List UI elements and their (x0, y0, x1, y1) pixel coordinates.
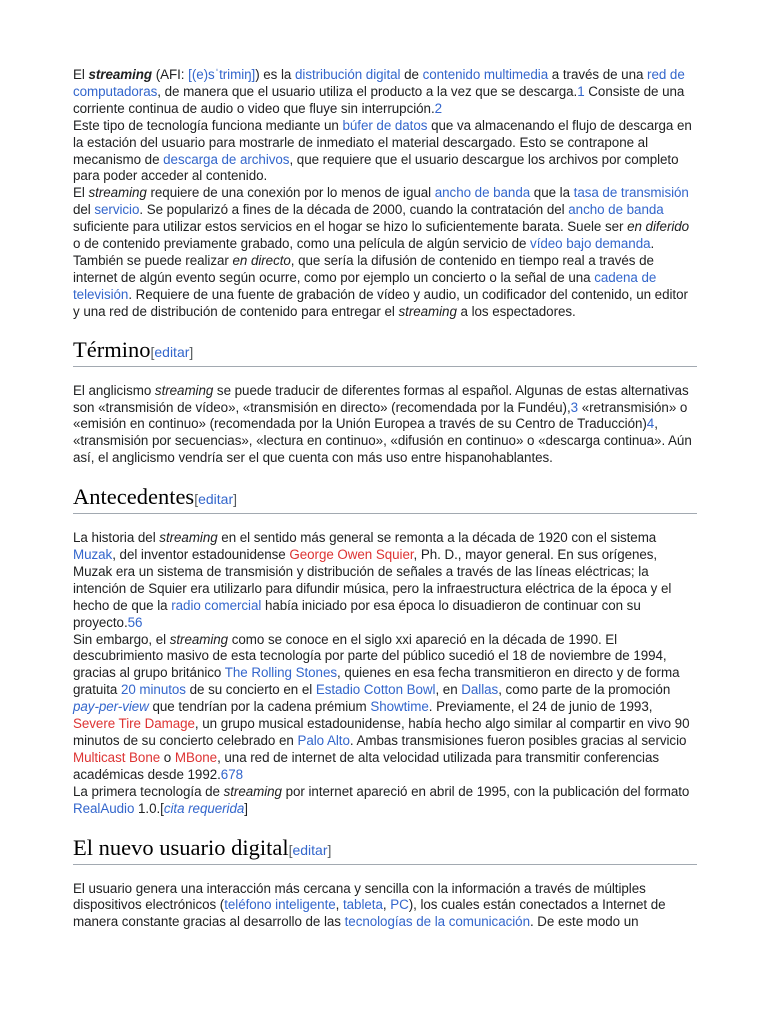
text: por internet apareció en abril de 1995, con la publicación del formato (281, 783, 690, 799)
link-ancho-de-banda[interactable]: ancho de banda (434, 185, 531, 201)
text: a los espectadores. (456, 303, 576, 319)
text: , Ph. D., mayor general. En sus orígenes, Muzak era un sistema de transmisión y distribución de señales a través de las líneas eléctricas; la intención de Squier era utilizarlo para difundir música, pero la infraestructura eléctrica de la época y el hecho de que la (73, 547, 672, 613)
text: . Requiere de una fuente de grabación de vídeo y audio, un codificador del contenido, un editor y una red de distribución de contenido para entregar el (73, 286, 688, 319)
reference-1[interactable]: 1 (577, 83, 585, 99)
text: , como parte de la promoción (498, 682, 671, 698)
text: La historia del (73, 530, 160, 546)
link-pay-per-view[interactable] (73, 699, 149, 714)
text: «retransmisión» o «emisión en continuo» (recomendada por la Unión Europea a través de su Centro de Traducción) (73, 399, 688, 432)
text: Este tipo de tecnología funciona mediante un (73, 117, 343, 133)
paragraph (73, 881, 697, 932)
section-heading (73, 835, 697, 865)
link-bufer-de-datos[interactable]: búfer de datos (342, 117, 428, 133)
link-pc[interactable]: PC (390, 897, 409, 913)
term-streaming: streaming (398, 303, 457, 319)
link-radio-comercial[interactable]: radio comercial (171, 597, 262, 613)
edit-link[interactable]: editar (154, 343, 190, 360)
link-tableta[interactable]: tableta (342, 897, 383, 913)
italic-link-text: pay-per-view (73, 699, 149, 715)
bracket: ] (233, 491, 238, 508)
bracket: ] (327, 841, 332, 858)
section-heading (73, 484, 697, 514)
term-streaming: streaming (154, 382, 214, 398)
term-streaming: streaming (159, 530, 218, 546)
text: Sin embargo, el (73, 631, 170, 647)
reference-4[interactable]: 4 (646, 416, 655, 432)
edit-link[interactable]: editar (292, 841, 328, 858)
text: La primera tecnología de (73, 783, 224, 799)
reference-678[interactable]: 678 (220, 766, 243, 782)
italic-text: en directo (232, 252, 291, 268)
ipa-link[interactable]: [(e)sˈtrimiŋ] (188, 67, 256, 82)
bracket: [ (288, 841, 293, 858)
text: , un grupo musical estadounidense, había hecho algo similar al compartir en vivo 90 minutos de su concierto celebrado en (73, 716, 690, 748)
redlink-multicast-bone[interactable]: Multicast Bone (73, 749, 161, 765)
text: del (73, 202, 95, 218)
text: o de contenido previamente grabado, como una película de algún servicio de (73, 236, 531, 252)
italic-link-text: cita requerida (163, 800, 245, 816)
text: . Ambas transmisiones fueron posibles gracias al servicio (349, 733, 687, 748)
edit-section (194, 491, 237, 507)
section-heading (73, 337, 697, 367)
text: o (160, 749, 175, 765)
edit-section (289, 842, 332, 858)
section-antecedentes (73, 484, 697, 817)
redlink-mbone[interactable]: MBone (174, 749, 218, 765)
link-cita-requerida[interactable] (164, 801, 244, 816)
section-title: Término (73, 336, 151, 362)
text: Consiste de una corriente continua de audio o video que fluye sin interrupción. (73, 83, 685, 116)
link-distribucion-digital[interactable]: distribución digital (295, 67, 401, 82)
text: había iniciado por esa época lo disuadieron de continuar con su proyecto. (73, 597, 641, 630)
text: . Previamente, el 24 de junio de 1993, (428, 699, 653, 715)
link-telefono-inteligente[interactable]: teléfono inteligente (224, 897, 336, 913)
text: se puede traducir de diferentes formas al español. Algunas de estas alternativas son «transmisión de vídeo», «transmisión en directo» (recomendada por la Fundéu), (73, 382, 689, 415)
link-showtime[interactable]: Showtime (370, 699, 429, 715)
edit-section (150, 344, 193, 360)
text: a través de una (548, 67, 648, 82)
text: . Se popularizó a fines de la década de 2000, cuando la contratación del (139, 202, 569, 218)
reference-56[interactable]: 56 (127, 614, 143, 630)
bracket: ] (189, 343, 194, 360)
text: . También se puede realizar (73, 236, 655, 268)
term-streaming: streaming (88, 185, 147, 201)
italic-text: en diferido (627, 219, 690, 235)
link-the-rolling-stones[interactable]: The Rolling Stones (224, 665, 337, 681)
link-tecnologias-de-la-comunicacion[interactable]: tecnologías de la comunicación (344, 914, 530, 930)
link-ancho-de-banda[interactable]: ancho de banda (568, 202, 664, 218)
text: El (73, 67, 89, 82)
section-title: Antecedentes (73, 484, 195, 510)
paragraph (73, 530, 697, 817)
bracket: [ (194, 491, 199, 508)
link-palo-alto[interactable]: Palo Alto (297, 733, 350, 748)
bracket: [ (150, 343, 155, 360)
text: , en (435, 682, 462, 698)
text: El usuario genera una interacción más cercana y sencilla con la información a través de múltiples dispositivos electrónicos ( (73, 880, 646, 913)
text: , «transmisión por secuencias», «lectura en continuo», «difusión en continuo» o «descarga continua». Aún así, el anglicismo vendría ser el que cuenta con más uso entre hispanohablantes. (73, 416, 692, 466)
text: El anglicismo (73, 382, 155, 398)
text: , una red de internet de alta velocidad utilizada para transmitir conferencias académicas desde 1992. (73, 749, 660, 782)
text: ) es la (255, 67, 295, 82)
section-nuevo-usuario (73, 835, 697, 932)
term-streaming: streaming (169, 631, 229, 647)
text: (AFI: (152, 67, 189, 82)
text: de su concierto en el (185, 682, 316, 698)
link-cadena-de-television[interactable]: cadena de televisión (73, 269, 657, 302)
link-contenido-multimedia[interactable]: contenido multimedia (422, 67, 549, 82)
paragraph (73, 383, 697, 468)
text: . De este modo un (529, 914, 639, 930)
link-tasa-de-transmision[interactable]: tasa de transmisión (573, 185, 689, 201)
text: ] (244, 800, 248, 816)
link-red-de-computadoras[interactable]: red de computadoras (73, 67, 685, 99)
text: como se conoce en el siglo xxi apareció en la década de 1990. El descubrimiento masivo de esta tecnología por parte del público sucedió el 18 de noviembre de 1994, gracias al grupo británico (73, 631, 667, 681)
intro-paragraph (73, 67, 697, 321)
reference-2[interactable]: 2 (434, 100, 443, 116)
reference-3[interactable]: 3 (570, 399, 579, 415)
text: 1.0.[ (134, 800, 164, 816)
text: El (73, 185, 89, 201)
edit-link[interactable]: editar (198, 491, 234, 508)
redlink-george-owen-squier[interactable]: George Owen Squier (289, 547, 414, 563)
article-body (73, 67, 697, 931)
link-descarga-de-archivos[interactable]: descarga de archivos (163, 151, 290, 167)
text: que tendrían por la cadena prémium (148, 699, 371, 715)
section-termino (73, 337, 697, 468)
text: en el sentido más general se remonta a la década de 1920 con el sistema (217, 530, 657, 546)
text: , quienes en esa fecha transmitieron en directo y de forma gratuita (73, 665, 680, 698)
text: de (400, 67, 423, 82)
term-streaming: streaming (223, 783, 282, 799)
redlink-severe-tire-damage[interactable]: Severe Tire Damage (73, 716, 195, 732)
text: , que sería la difusión de contenido en tiempo real a través de internet de algún evento según ocurre, como por ejemplo un concierto o la señal de una (73, 252, 654, 285)
text: requiere de una conexión por lo menos de igual (146, 185, 435, 201)
link-muzak[interactable]: Muzak (73, 547, 113, 563)
section-title: El nuevo usuario digital (73, 834, 289, 860)
text: , de manera que el usuario utiliza el producto a la vez que se descarga. (157, 83, 578, 99)
link-video-bajo-demanda[interactable]: vídeo bajo demanda (530, 236, 651, 252)
text: , que requiere que el usuario descargue los archivos por completo para poder acceder al contenido. (73, 151, 679, 184)
text: suficiente para utilizar estos servicios en el hogar se hizo lo suficientemente barata. Suele ser (73, 219, 628, 235)
link-20-minutos[interactable]: 20 minutos (120, 682, 186, 698)
link-dallas[interactable]: Dallas (461, 682, 499, 698)
term-streaming: streaming (88, 67, 153, 82)
text: que la (530, 185, 574, 201)
link-estadio-cotton-bowl[interactable]: Estadio Cotton Bowl (315, 682, 436, 698)
text: , (382, 897, 391, 913)
text: , (335, 897, 343, 913)
link-realaudio[interactable]: RealAudio (73, 800, 135, 816)
text: que va almacenando el flujo de descarga en la estación del usuario para mostrarle de inmediato el material descargado. Esto se contrapone al mecanismo de (73, 117, 692, 167)
text: , del inventor estadounidense (112, 547, 290, 563)
text: ), los cuales están conectados a Internet de manera constante gracias al desarrollo de las (73, 897, 666, 930)
link-servicio[interactable]: servicio (94, 202, 140, 218)
